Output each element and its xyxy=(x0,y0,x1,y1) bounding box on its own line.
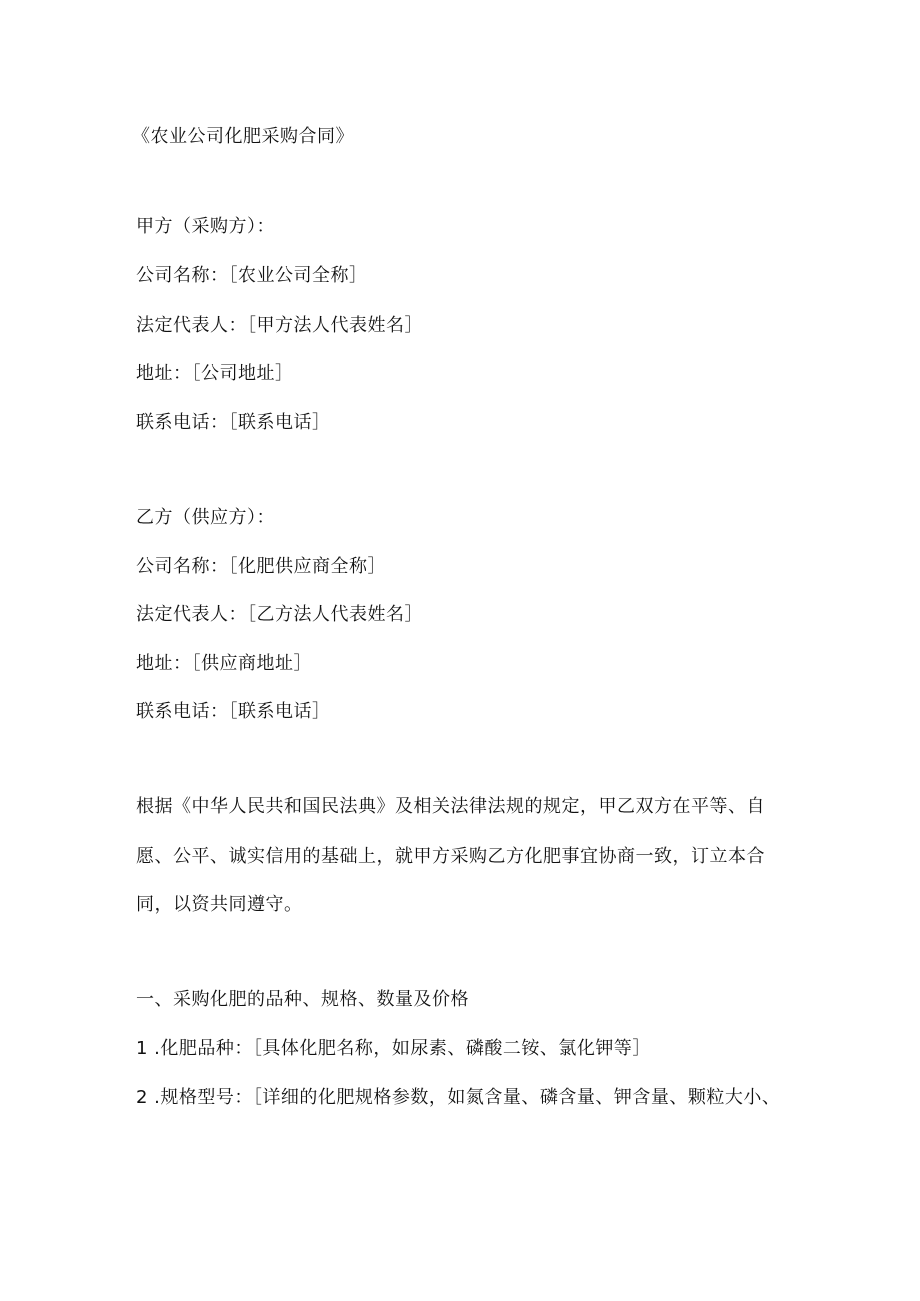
preamble-line-3: 同，以资共同遵守。 xyxy=(136,894,303,915)
party-a-rep: 法定代表人：［甲方法人代表姓名］ xyxy=(136,315,423,336)
party-b-rep: 法定代表人：［乙方法人代表姓名］ xyxy=(136,604,423,625)
preamble-line-2: 愿、公平、诚实信用的基础上，就甲方采购乙方化肥事宜协商一致，订立本合 xyxy=(136,846,765,867)
party-a-phone: 联系电话：［联系电话］ xyxy=(136,412,331,433)
document-title: 《农业公司化肥采购合同》 xyxy=(132,126,354,147)
party-b-company: 公司名称：［化肥供应商全称］ xyxy=(136,556,386,577)
party-b-heading: 乙方（供应方）： xyxy=(136,507,275,528)
party-a-address: 地址：［公司地址］ xyxy=(136,363,294,384)
party-a-company: 公司名称：［农业公司全称］ xyxy=(136,265,368,286)
party-b-address: 地址：［供应商地址］ xyxy=(136,653,312,674)
section-1-item-2: 2 .规格型号：［详细的化肥规格参数，如氮含量、磷含量、钾含量、颗粒大小、 xyxy=(136,1087,781,1108)
section-1-item-1: 1 .化肥品种：［具体化肥名称，如尿素、磷酸二铵、氯化钾等］ xyxy=(136,1038,651,1059)
section-1-heading: 一、采购化肥的品种、规格、数量及价格 xyxy=(136,989,469,1010)
party-b-phone: 联系电话：［联系电话］ xyxy=(136,701,331,722)
preamble-line-1: 根据《中华人民共和国民法典》及相关法律法规的规定，甲乙双方在平等、自 xyxy=(136,796,765,817)
party-a-heading: 甲方（采购方）： xyxy=(136,216,275,237)
